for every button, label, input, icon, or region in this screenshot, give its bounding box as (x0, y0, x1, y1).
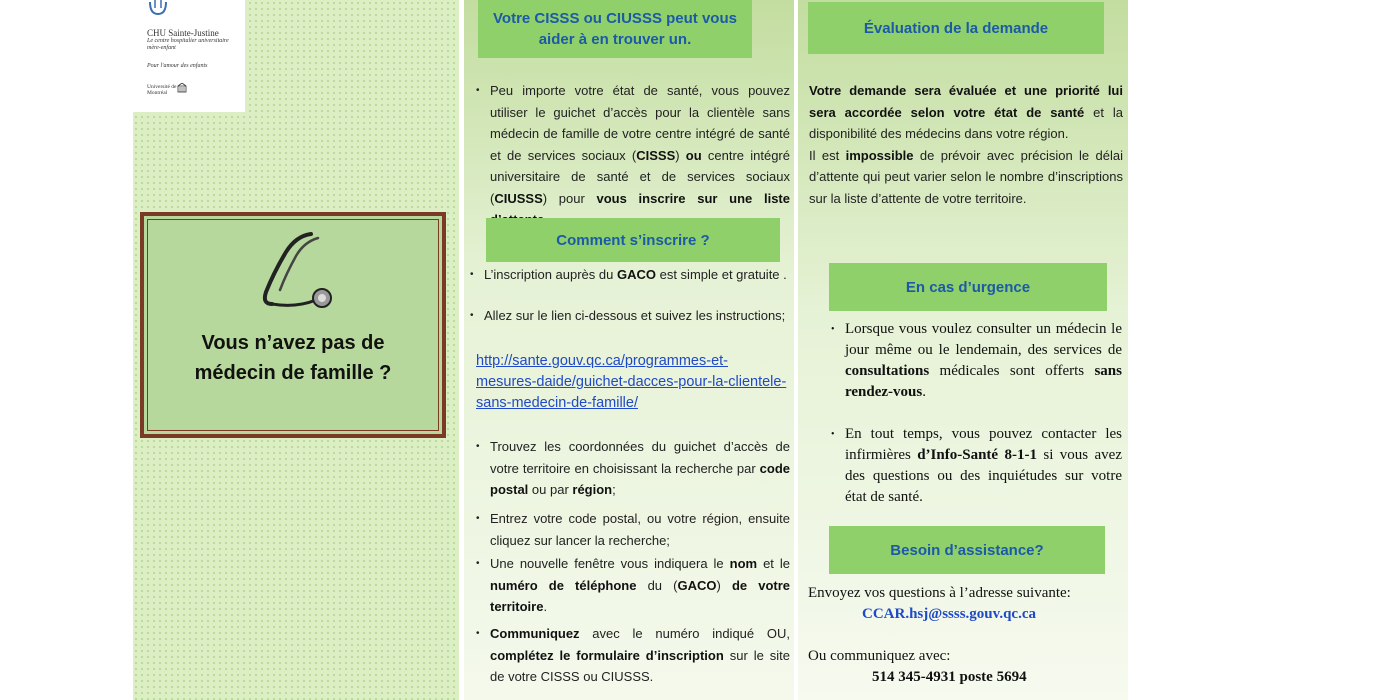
logo-name: CHU Sainte-Justine (147, 28, 219, 38)
phone-number: 514 345-4931 poste 5694 (872, 669, 1027, 685)
step-4: • Communiquez avec le numéro indiqué OU, complétez le formulaire d’inscription sur le site de votre CISSS ou CIUSSS. (490, 623, 790, 688)
stethoscope-icon (256, 230, 346, 318)
inscription-item-2: • Allez sur le lien ci-dessous et suivez les instructions; (484, 305, 788, 327)
email-address[interactable]: CCAR.hsj@ssss.gouv.qc.ca (862, 606, 1036, 622)
middle-panel (464, 0, 794, 700)
university-crest-icon (177, 83, 187, 93)
header-inscription: Comment s’inscrire ? (486, 218, 780, 262)
step-3: • Une nouvelle fenêtre vous indiquera le nom et le numéro de téléphone du (GACO) de votre territoire. (490, 553, 790, 618)
header-cisss: Votre CISSS ou CIUSSS peut vous aider à en trouver un. (478, 0, 752, 58)
guichet-link[interactable]: http://sante.gouv.qc.ca/programmes-et-mesures-daide/guichet-dacces-pour-la-clientele-sans-medecin-de-famille/ (476, 353, 787, 411)
header-urgence: En cas d’urgence (829, 263, 1107, 311)
step-1: • Trouvez les coordonnées du guichet d’accès de votre territoire en choisissant la recherche par code postal ou par région; (490, 436, 790, 501)
step-2: • Entrez votre code postal, ou votre région, ensuite cliquez sur lancer la recherche; (490, 508, 790, 551)
column-divider (459, 0, 463, 700)
title-frame (140, 212, 446, 438)
logo (133, 0, 245, 112)
intro-paragraph: • Peu importe votre état de santé, vous pouvez utiliser le guichet d’accès pour la clientèle sans médecin de famille de votre centre intégré de santé et de services sociaux (CISSS) ou centre intégré universitaire de santé et de services sociaux (CIUSSS) pour vous inscrire sur une liste (490, 80, 790, 231)
right-panel (798, 0, 1128, 700)
left-panel (133, 0, 459, 700)
title-frame-inner (147, 219, 439, 431)
inscription-item-1: • L’inscription auprès du GACO est simple et gratuite . (484, 264, 788, 286)
contact-text: Ou communiquez avec: (808, 648, 951, 664)
column-divider (1128, 0, 1132, 700)
logo-tagline: Le centre hospitalier universitaire mère-enfant (147, 38, 229, 51)
urgence-item-2: • En tout temps, vous pouvez contacter les infirmières d’Info-Santé 8-1-1 si vous avez des questions ou des inquiétudes sur votre état de santé. (845, 424, 1122, 508)
logo-slogan: Pour l'amour des enfants (147, 63, 208, 69)
header-assistance: Besoin d’assistance? (829, 526, 1105, 574)
page-title: Vous n’avez pas de médecin de famille ? (194, 332, 392, 384)
university-name: Université de Montréal (147, 84, 177, 96)
evaluation-paragraph: Votre demande sera évaluée et une priorité lui sera accordée selon votre état de santé et la disponibilité des médecins dans votre région. Il est impossible de prévoir avec précision le délai d’attente qui peut varier selon le nombre d’inscriptions sur la liste d’attente de votre territoire. (809, 83, 1123, 206)
assistance-text: Envoyez vos questions à l’adresse suivante: (808, 585, 1071, 601)
chu-logo-icon (147, 0, 169, 20)
header-evaluation: Évaluation de la demande (808, 2, 1104, 54)
urgence-item-1: • Lorsque vous voulez consulter un médecin le jour même ou le lendemain, des services de consultations médicales sont offerts sans rendez-vous. (845, 319, 1122, 403)
